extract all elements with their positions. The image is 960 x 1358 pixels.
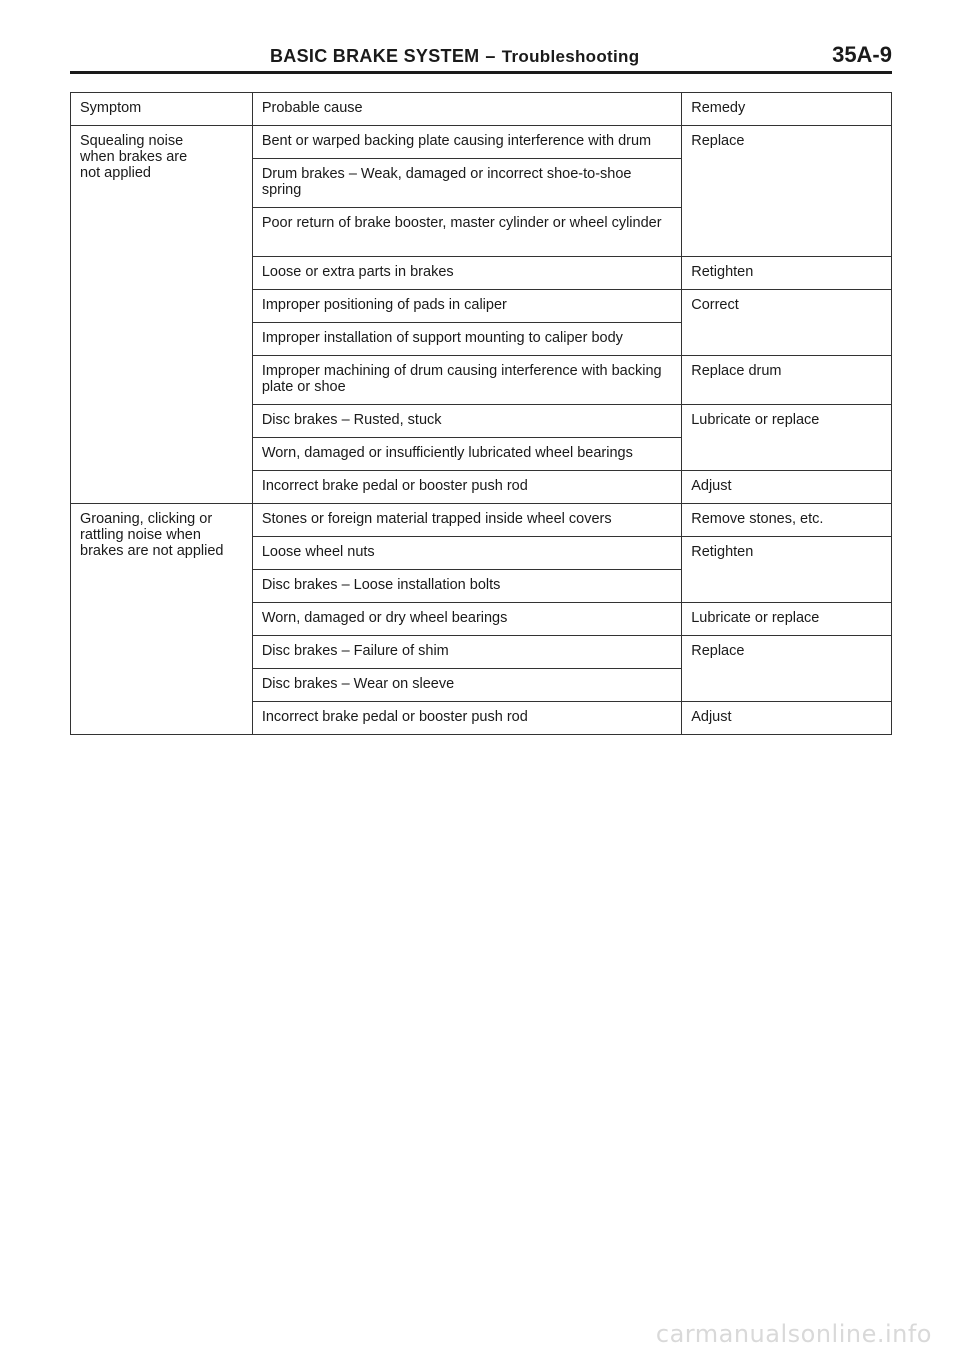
watermark: carmanualsonline.info (655, 1320, 932, 1348)
cause-cell: Worn, damaged or insufficiently lubricated wheel bearings (252, 438, 681, 471)
cause-cell: Disc brakes – Rusted, stuck (252, 405, 681, 438)
title-dash: – (485, 46, 496, 66)
table-row (71, 126, 892, 159)
remedy-cell: Lubricate or replace (682, 405, 892, 471)
cause-cell: Disc brakes – Failure of shim (252, 636, 681, 669)
page-number: 35A-9 (832, 42, 892, 67)
cause-cell: Incorrect brake pedal or booster push rod (252, 702, 681, 735)
section-title (270, 46, 639, 67)
subsection-name: Troubleshooting (501, 47, 640, 66)
remedy-cell: Retighten (682, 537, 892, 603)
remedy-cell: Lubricate or replace (682, 603, 892, 636)
cause-cell: Improper positioning of pads in caliper (252, 290, 681, 323)
cause-cell: Disc brakes – Loose installation bolts (252, 570, 681, 603)
symptom-cell (71, 504, 253, 735)
column-header-symptom: Symptom (71, 93, 253, 126)
remedy-cell: Retighten (682, 257, 892, 290)
troubleshooting-table (70, 92, 892, 735)
remedy-cell: Remove stones, etc. (682, 504, 892, 537)
column-header-remedy: Remedy (682, 93, 892, 126)
cause-cell: Loose or extra parts in brakes (252, 257, 681, 290)
page-header (70, 40, 892, 74)
symptom-text: Squealing noise when brakes are not applied (80, 133, 188, 181)
cause-cell: Bent or warped backing plate causing interference with drum (252, 126, 681, 159)
remedy-cell: Replace (682, 636, 892, 702)
column-header-probable-cause: Probable cause (252, 93, 681, 126)
cause-cell: Improper installation of support mounting to caliper body (252, 323, 681, 356)
cause-cell: Stones or foreign material trapped inside wheel covers (252, 504, 681, 537)
remedy-cell: Adjust (682, 471, 892, 504)
remedy-cell: Adjust (682, 702, 892, 735)
remedy-cell: Replace (682, 126, 892, 257)
table-header-row (71, 93, 892, 126)
cause-cell: Worn, damaged or dry wheel bearings (252, 603, 681, 636)
cause-cell: Incorrect brake pedal or booster push rod (252, 471, 681, 504)
remedy-cell: Correct (682, 290, 892, 356)
symptom-cell (71, 126, 253, 504)
section-name: BASIC BRAKE SYSTEM (270, 46, 480, 66)
remedy-cell: Replace drum (682, 356, 892, 405)
cause-cell: Disc brakes – Wear on sleeve (252, 669, 681, 702)
cause-cell: Improper machining of drum causing interference with backing plate or shoe (252, 356, 681, 405)
cause-cell: Loose wheel nuts (252, 537, 681, 570)
table-row (71, 504, 892, 537)
cause-cell: Drum brakes – Weak, damaged or incorrect shoe-to-shoe spring (252, 159, 681, 208)
cause-cell: Poor return of brake booster, master cylinder or wheel cylinder (252, 208, 681, 257)
symptom-text: Groaning, clicking or rattling noise when brakes are not applied (80, 511, 224, 559)
